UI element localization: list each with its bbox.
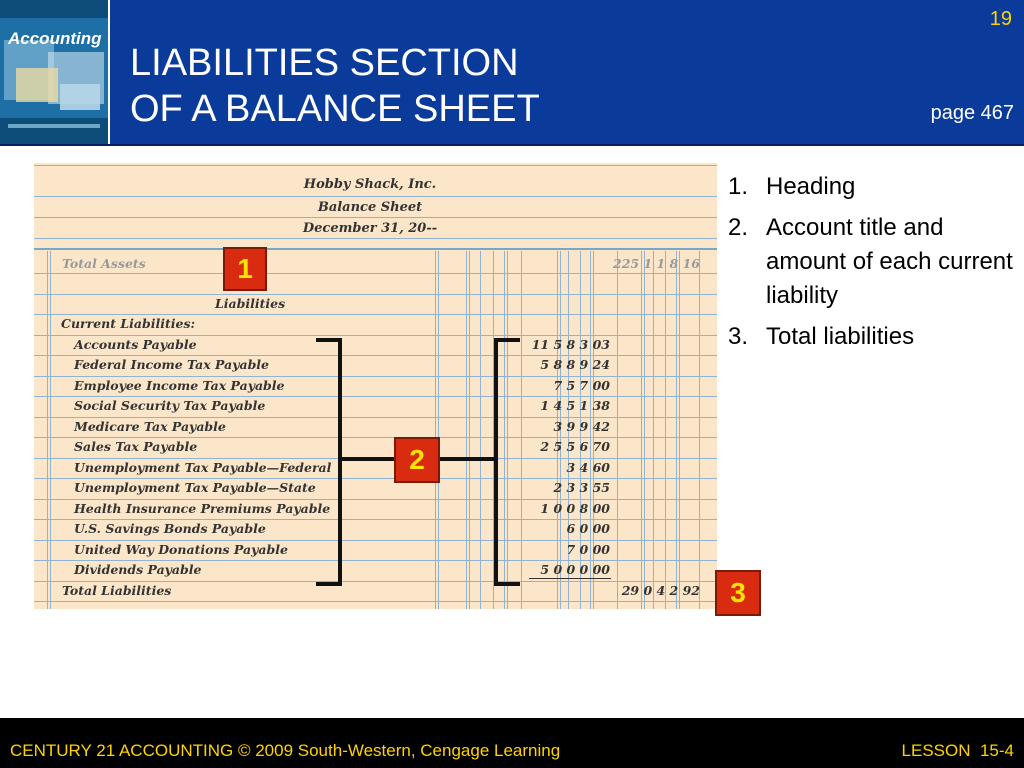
total-liabilities-amount: 29 0 4 2 92 (621, 583, 700, 598)
account-amount: 1 0 0 8 00 (540, 501, 610, 516)
note-text: Account title and amount of each current liability (766, 214, 1013, 309)
column-rule (699, 251, 700, 609)
rule-line (34, 196, 717, 197)
account-title: U.S. Savings Bonds Payable (74, 521, 266, 536)
footer-copyright: CENTURY 21 ACCOUNTING © 2009 South-Western, Cengage Learning (10, 741, 561, 760)
rule-line (34, 376, 717, 377)
account-amount: 11 5 8 3 03 (531, 337, 610, 352)
account-title: Health Insurance Premiums Payable (74, 501, 331, 516)
note-number: 2. (728, 214, 749, 241)
rule-line (34, 478, 717, 479)
rule-line (34, 601, 717, 602)
rule-line (34, 355, 717, 356)
rule-line (34, 294, 717, 295)
rule-line (34, 499, 717, 500)
column-rule (665, 251, 666, 609)
account-title: Federal Income Tax Payable (74, 357, 270, 372)
sum-line (529, 578, 611, 579)
column-rule (641, 251, 645, 609)
column-rule (521, 251, 522, 609)
company-name: Hobby Shack, Inc. (303, 177, 437, 192)
rule-line (34, 540, 717, 541)
balance-sheet-form (34, 163, 717, 609)
rule-line (34, 248, 717, 250)
column-rule (435, 251, 439, 609)
rule-line (34, 314, 717, 315)
slide-number: 19 (989, 8, 1012, 30)
column-rule (653, 251, 654, 609)
rule-line (34, 335, 717, 336)
account-amount: 2 3 3 55 (553, 480, 610, 495)
account-amount: 5 8 8 9 24 (540, 357, 610, 372)
account-title: United Way Donations Payable (74, 542, 288, 557)
connector-line-left (342, 457, 396, 461)
rule-line (34, 519, 717, 520)
account-amount: 3 9 9 42 (553, 419, 610, 434)
account-title: Unemployment Tax Payable—Federal (74, 460, 332, 475)
account-amount: 5 0 0 0 00 (540, 562, 610, 577)
column-rule (676, 251, 680, 609)
account-amount: 7 0 00 (566, 542, 610, 557)
rule-line (34, 396, 717, 397)
column-rule (466, 251, 470, 609)
rule-line (34, 581, 717, 582)
account-amount: 7 5 7 00 (553, 378, 610, 393)
rule-line (34, 560, 717, 561)
note-number: 3. (728, 323, 749, 350)
note-item (728, 320, 1018, 354)
account-title: Accounts Payable (74, 337, 197, 352)
note-text: Heading (766, 173, 856, 200)
account-amount: 2 5 5 6 70 (540, 439, 610, 454)
footer-lesson: LESSON 15-4 (901, 741, 1014, 760)
rule-line (34, 165, 717, 166)
account-title: Medicare Tax Payable (74, 419, 226, 434)
total-assets-amount: 225 1 1 8 16 (613, 256, 700, 271)
header-divider (0, 144, 1024, 146)
total-liabilities-label: Total Liabilities (62, 583, 172, 598)
title-line-2: OF A BALANCE SHEET (130, 88, 540, 130)
page-reference: page 467 (930, 102, 1014, 124)
account-amount: 3 4 60 (566, 460, 610, 475)
rule-line (34, 417, 717, 418)
notes-list (728, 170, 1018, 361)
note-item (728, 170, 1018, 204)
column-rule (47, 251, 51, 609)
liabilities-heading: Liabilities (215, 296, 286, 311)
account-title: Social Security Tax Payable (74, 398, 266, 413)
rule-line (34, 273, 717, 274)
rule-line (34, 217, 717, 218)
statement-name: Balance Sheet (317, 200, 423, 215)
account-amount: 1 4 5 1 38 (540, 398, 610, 413)
slide-footer (0, 718, 1024, 768)
note-number: 1. (728, 173, 749, 200)
cover-title: Accounting (8, 29, 102, 48)
account-amount: 6 0 00 (566, 521, 610, 536)
total-assets-label: Total Assets (62, 256, 146, 271)
current-liabilities-label: Current Liabilities: (61, 316, 196, 331)
callout-2: 2 (394, 437, 440, 483)
account-title: Dividends Payable (74, 562, 202, 577)
amounts-bracket (494, 338, 520, 586)
textbook-cover-image (0, 0, 108, 144)
slide-title (130, 40, 540, 132)
connector-line-right (440, 457, 494, 461)
column-rule (480, 251, 481, 609)
rule-line (34, 437, 717, 438)
callout-1: 1 (223, 247, 267, 291)
note-item (728, 211, 1018, 313)
title-line-1: LIABILITIES SECTION (130, 42, 519, 84)
note-text: Total liabilities (766, 323, 915, 350)
slide-header (0, 0, 1024, 146)
account-titles-bracket (316, 338, 342, 586)
account-title: Unemployment Tax Payable—State (74, 480, 316, 495)
statement-date: December 31, 20-- (302, 221, 438, 236)
callout-3: 3 (715, 570, 761, 616)
rule-line (34, 238, 717, 239)
column-rule (617, 251, 618, 609)
account-title: Employee Income Tax Payable (74, 378, 285, 393)
account-title: Sales Tax Payable (74, 439, 198, 454)
